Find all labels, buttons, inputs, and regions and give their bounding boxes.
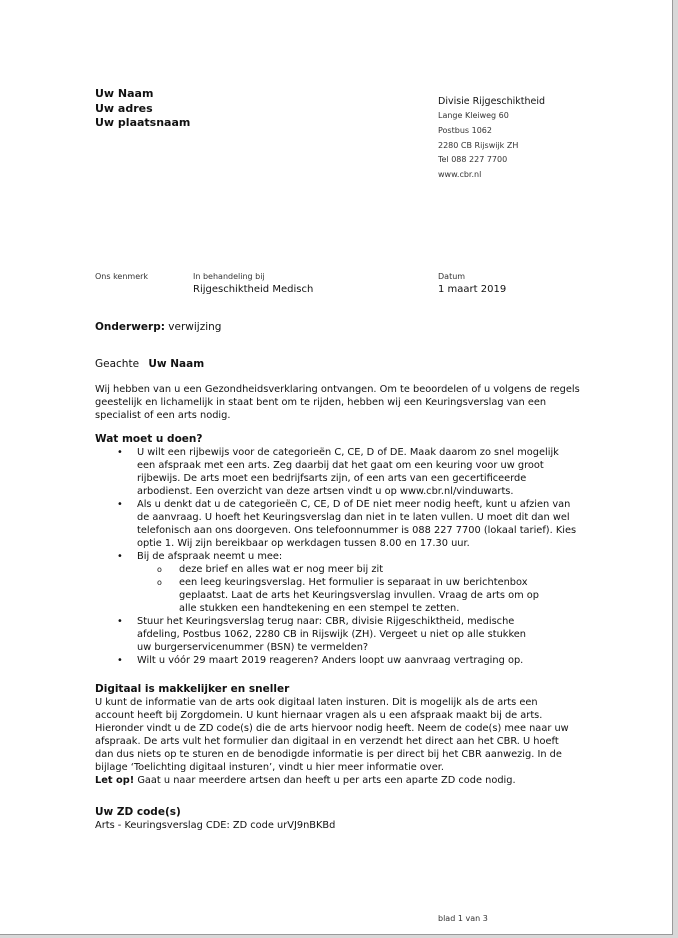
sub-list-item — [137, 563, 595, 576]
subject-label: Onderwerp: — [95, 321, 165, 333]
list-item-line: • Bij de afspraak neemt u mee: — [137, 551, 283, 562]
list-item — [95, 446, 595, 498]
handler-label: In behandeling bij — [193, 272, 265, 281]
reference-label: Ons kenmerk — [95, 272, 149, 281]
organization-name: Divisie Rijgeschiktheid — [438, 96, 546, 107]
subject-line — [95, 321, 221, 333]
intro-line: specialist of een arts nodig. — [95, 410, 231, 421]
sub-list-item-line: geplaatst. Laat de arts het Keuringsverslag invullen. Vraag de arts om op — [179, 590, 539, 601]
list-item-line: afdeling, Postbus 1062, 2280 CB in Rijswijk (ZH). Vergeet u niet op alle stukken — [137, 629, 527, 640]
list-item-line: de aanvraag. U hoeft het Keuringsverslag dan niet in te laten vullen. U moet dit dan wel — [137, 512, 570, 523]
organization-street: Lange Kleiweg 60 — [438, 111, 509, 120]
organization-phone: Tel 088 227 7700 — [438, 155, 508, 165]
list-item-line: telefonisch aan ons doorgeven. Ons telefoonnummer is 088 227 7700 (lokaal tarief). Kies — [137, 525, 577, 536]
zd-section — [95, 806, 595, 832]
page-number: blad 1 van 3 — [438, 914, 488, 923]
bring-along-list — [137, 563, 595, 615]
list-item-line: • Als u denkt dat u de categorieën C, CE, D of DE niet meer nodig heeft, kunt u afzien van — [137, 499, 571, 510]
subject-value: verwijzing — [168, 321, 222, 333]
digital-line: account heeft bij Zorgdomein. U kunt hiernaar vragen als u een afspraak maakt bij de arts. — [95, 710, 543, 721]
list-item-line: een afspraak met een arts. Zeg daarbij dat het gaat om een keuring voor uw groot — [137, 460, 544, 471]
organization-website[interactable]: www.cbr.nl — [438, 170, 482, 180]
salutation-greeting: Geachte — [95, 358, 140, 370]
sub-list-item-line: o deze brief en alles wat er nog meer bij zit — [179, 564, 384, 575]
note-label: Let op! — [95, 775, 135, 786]
digital-line: bijlage ‘Toelichting digitaal insturen’, vindt u hier meer informatie over. — [95, 762, 444, 773]
list-item-line: • Wilt u vóór 29 maart 2019 reageren? Anders loopt uw aanvraag vertraging op. — [137, 655, 524, 666]
digital-section — [95, 683, 595, 787]
note-text: Gaat u naar meerdere artsen dan heeft u per arts een aparte ZD code nodig. — [137, 775, 516, 786]
date-value: 1 maart 2019 — [438, 284, 507, 295]
intro-line: geestelijk en lichamelijk in staat bent om te rijden, hebben wij een Keuringsverslag van een — [95, 397, 547, 408]
sender-address: Uw adres — [95, 101, 153, 115]
list-item-line: rijbewijs. De arts moet een bedrijfsarts zijn, of een arts van een gecertificeerde — [137, 473, 527, 484]
what-to-do-list — [95, 446, 595, 667]
digital-heading: Digitaal is makkelijker en sneller — [95, 683, 290, 695]
list-item — [95, 654, 595, 667]
list-item — [95, 550, 595, 615]
salutation-name: Uw Naam — [148, 358, 205, 370]
what-to-do-heading: Wat moet u doen? — [95, 433, 203, 445]
note-line — [95, 774, 595, 787]
sender-city: Uw plaatsnaam — [95, 116, 191, 129]
digital-line: dan dus niets op te sturen en de benodigde informatie is per direct bij het CBR aanwezig. In de — [95, 749, 562, 760]
salutation — [95, 358, 204, 370]
digital-line: Hieronder vindt u de ZD code(s) die de arts hiervoor nodig heeft. Neem de code(s) mee naar uw — [95, 723, 569, 734]
zd-code-line: Arts - Keuringsverslag CDE: ZD code urVJ9nBKBd — [95, 820, 336, 831]
sender-block — [95, 87, 190, 131]
date-label: Datum — [438, 272, 466, 281]
organization-city: 2280 CB Rijswijk ZH — [438, 140, 519, 150]
organization-block — [438, 95, 545, 183]
list-item-line: uw burgerservicenummer (BSN) te vermelden? — [137, 642, 369, 653]
sender-name: Uw Naam — [95, 87, 154, 100]
list-item-line: • U wilt een rijbewijs voor de categorieën C, CE, D of DE. Maak daarom zo snel mogelijk — [137, 447, 559, 458]
handler-value: Rijgeschiktheid Medisch — [193, 284, 314, 295]
sub-list-item-line: alle stukken een handtekening en een stempel te zetten. — [179, 603, 460, 614]
list-item — [95, 615, 595, 654]
digital-line: afspraak. De arts vult het formulier dan digitaal in en verzendt het direct aan het CBR. U hoeft — [95, 736, 559, 747]
organization-postbus: Postbus 1062 — [438, 125, 492, 135]
what-to-do-section — [95, 433, 595, 667]
list-item-line: arbodienst. Een overzicht van deze artsen vindt u op www.cbr.nl/vinduwarts. — [137, 486, 514, 497]
zd-heading: Uw ZD code(s) — [95, 806, 181, 818]
list-item-line: • Stuur het Keuringsverslag terug naar: CBR, divisie Rijgeschiktheid, medische — [137, 616, 515, 627]
intro-line: Wij hebben van u een Gezondheidsverklaring ontvangen. Om te beoordelen of u volgens de regels — [95, 384, 580, 395]
digital-line: U kunt de informatie van de arts ook digitaal laten insturen. Dit is mogelijk als de arts een — [95, 697, 538, 708]
sub-list-item-line: o een leeg keuringsverslag. Het formulier is separaat in uw berichtenbox — [179, 577, 528, 588]
list-item — [95, 498, 595, 550]
intro-paragraph — [95, 383, 595, 422]
list-item-line: optie 1. Wij zijn bereikbaar op werkdagen tussen 8.00 en 17.30 uur. — [137, 538, 470, 549]
sub-list-item — [137, 576, 595, 615]
